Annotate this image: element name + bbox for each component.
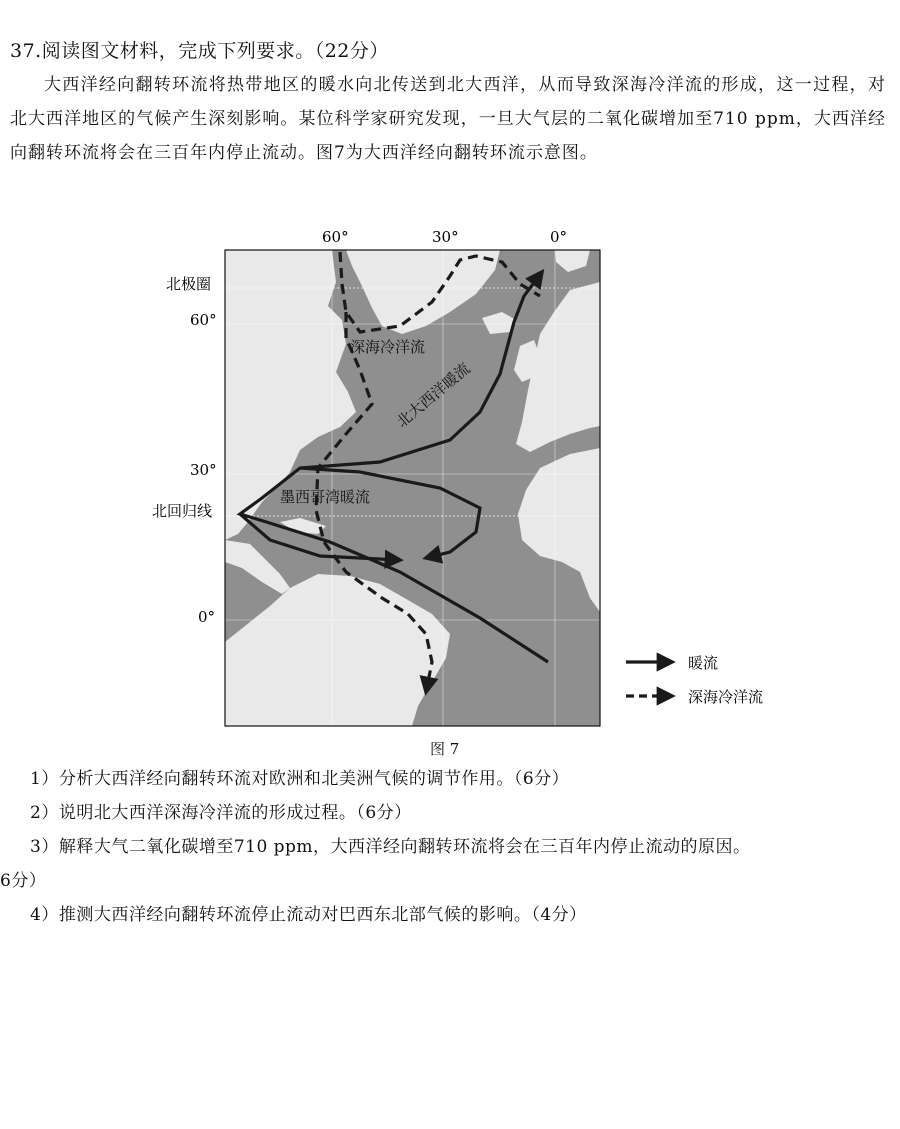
- question-heading: 37.阅读图文材料，完成下列要求。（22分）: [10, 40, 389, 62]
- legend-deep-cold-label: 深海冷洋流: [688, 688, 764, 706]
- atlantic-map: [150, 222, 790, 762]
- legend-warm-label: 暖流: [688, 654, 719, 672]
- label-north-atlantic-drift: 北大西洋暖流: [393, 359, 474, 432]
- label-gulf-stream: 墨西哥湾暖流: [280, 488, 371, 506]
- question-2: 2）说明北大西洋深海冷洋流的形成过程。（6分）: [30, 803, 412, 823]
- question-3-continued: 6分）: [0, 871, 47, 891]
- lat-label-60: 60°: [190, 311, 217, 329]
- lon-label-60: 60°: [322, 228, 349, 246]
- question-intro: 大西洋经向翻转环流将热带地区的暖水向北传送到北大西洋，从而导致深海冷洋流的形成，这一过程，对北大西洋地区的气候产生深刻影响。某位科学家研究发现，一旦大气层的二氧化碳增加至710 ppm，大西洋经向翻转环流将会在三百年内停止流动。图7为大西洋经向翻转环流示意图。: [10, 75, 886, 163]
- figure-caption: 图 7: [430, 740, 460, 758]
- lon-label-0: 0°: [550, 228, 568, 246]
- lat-label-tropic-cancer: 北回归线: [152, 502, 213, 520]
- lon-label-30: 30°: [432, 228, 459, 246]
- lat-label-arctic-circle: 北极圈: [166, 275, 212, 293]
- legend: [626, 654, 763, 706]
- lat-label-30: 30°: [190, 461, 217, 479]
- label-deep-cold-current: 深海冷洋流: [350, 338, 426, 356]
- figure-7: [150, 222, 790, 762]
- question-1: 1）分析大西洋经向翻转环流对欧洲和北美洲气候的调节作用。（6分）: [30, 769, 570, 789]
- question-3: 3）解释大气二氧化碳增至710 ppm，大西洋经向翻转环流将会在三百年内停止流动的原因。: [30, 837, 751, 857]
- lat-label-0: 0°: [198, 608, 216, 626]
- questions-list: [0, 762, 890, 932]
- question-4: 4）推测大西洋经向翻转环流停止流动对巴西东北部气候的影响。（4分）: [30, 905, 587, 925]
